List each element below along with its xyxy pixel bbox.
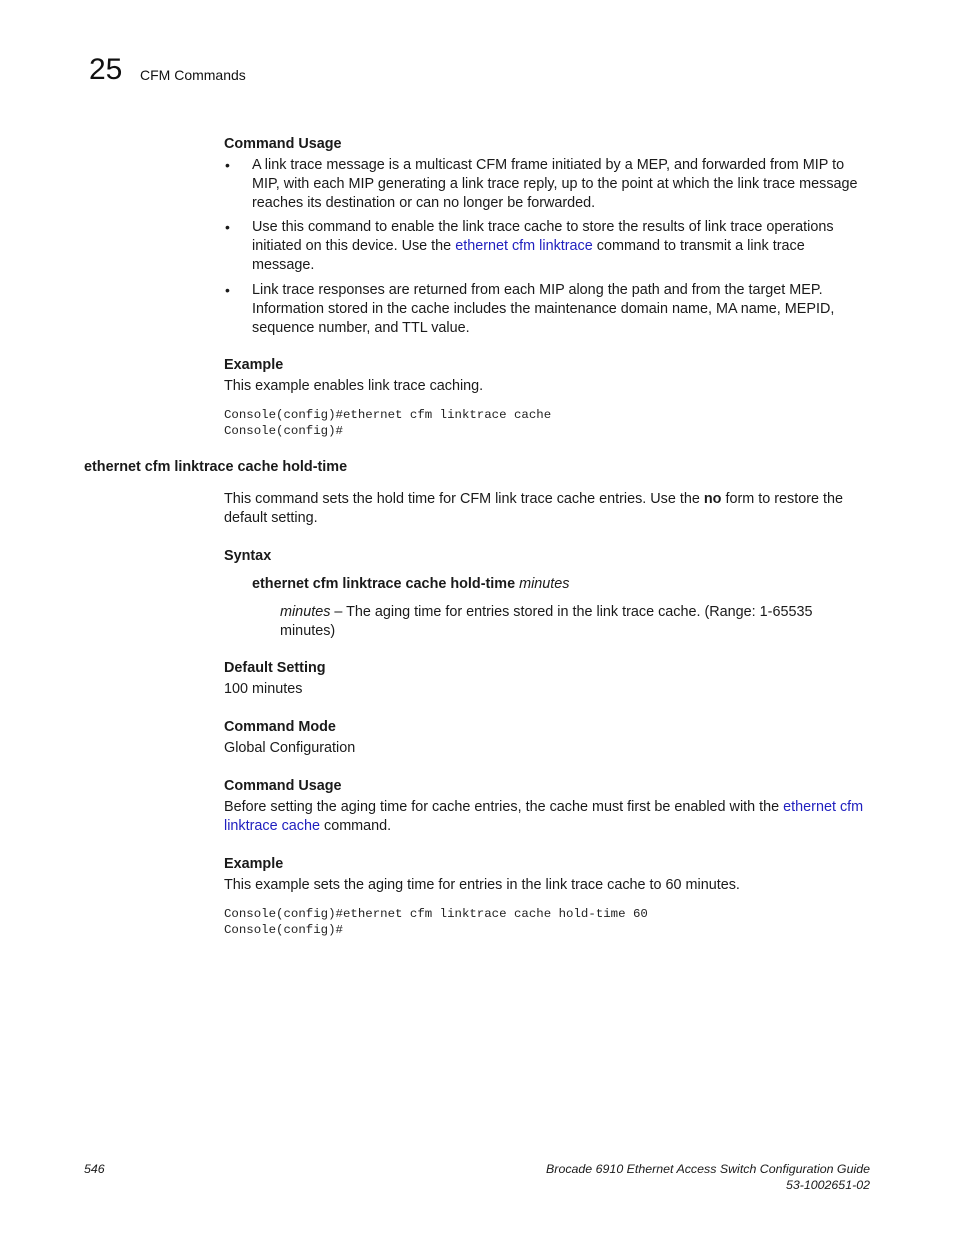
link-ethernet-cfm-linktrace-cache[interactable]: ethernet cfm linktrace cache bbox=[224, 799, 864, 834]
code-line: Console(config)#ethernet cfm linktrace cache hold-time 60 bbox=[224, 907, 648, 921]
code-block bbox=[224, 407, 551, 439]
page-number: 546 bbox=[84, 1162, 105, 1176]
code-line: Console(config)#ethernet cfm linktrace cache bbox=[224, 408, 552, 422]
guide-title: Brocade 6910 Ethernet Access Switch Configuration Guide bbox=[546, 1162, 870, 1176]
link-ethernet-cfm-linktrace[interactable]: ethernet cfm linktrace bbox=[455, 238, 593, 254]
code-line: Console(config)# bbox=[224, 424, 343, 438]
section-title: ethernet cfm linktrace cache hold-time bbox=[84, 459, 348, 475]
bullet-icon: • bbox=[225, 219, 230, 235]
doc-id: 53-1002651-02 bbox=[785, 1178, 870, 1192]
usage-bullet-1: A link trace message is a multicast CFM frame initiated by a MEP, and forwarded from MIP to MIP, with each MIP generating a link trace reply, up to the point at which the link trace message reaches its destination or can no longer be forwarded. bbox=[252, 157, 858, 211]
code-line: Console(config)# bbox=[224, 923, 343, 937]
command-usage-heading: Command Usage bbox=[224, 136, 342, 152]
command-usage-heading: Command Usage bbox=[224, 778, 342, 794]
example-text: This example sets the aging time for entries in the link trace cache to 60 minutes. bbox=[224, 877, 740, 893]
command-usage-text: Before setting the aging time for cache entries, the cache must first be enabled with the ethernet cfm linktrace cache command. bbox=[224, 799, 864, 834]
example-text: This example enables link trace caching. bbox=[224, 378, 484, 394]
command-description: This command sets the hold time for CFM link trace cache entries. Use the no form to restore the default setting. bbox=[224, 491, 844, 526]
example-heading: Example bbox=[224, 357, 284, 373]
footer-info bbox=[546, 1161, 870, 1193]
default-setting-heading: Default Setting bbox=[224, 660, 326, 676]
command-mode-value: Global Configuration bbox=[224, 740, 356, 756]
syntax-line: ethernet cfm linktrace cache hold-time minutes bbox=[252, 576, 570, 592]
bullet-icon: • bbox=[225, 282, 230, 298]
chapter-title: CFM Commands bbox=[140, 67, 246, 83]
default-setting-value: 100 minutes bbox=[224, 681, 303, 697]
syntax-heading: Syntax bbox=[224, 548, 272, 564]
example-heading: Example bbox=[224, 856, 284, 872]
parameter-description: minutes – The aging time for entries stored in the link trace cache. (Range: 1-65535 minutes) bbox=[280, 604, 813, 639]
command-mode-heading: Command Mode bbox=[224, 719, 336, 735]
bullet-icon: • bbox=[225, 157, 230, 173]
usage-bullet-3: Link trace responses are returned from each MIP along the path and from the target MEP. Information stored in the cache includes the maintenance domain name, MA name, MEPID, sequence number, and TTL value. bbox=[252, 282, 835, 336]
usage-bullet-2: Use this command to enable the link trace cache to store the results of link trace operations initiated on this device. Use the ethernet cfm linktrace command to transmit a link trace message. bbox=[252, 219, 834, 273]
chapter-number: 25 bbox=[89, 53, 123, 86]
code-block bbox=[224, 906, 648, 938]
keyword-no: no bbox=[703, 491, 722, 507]
